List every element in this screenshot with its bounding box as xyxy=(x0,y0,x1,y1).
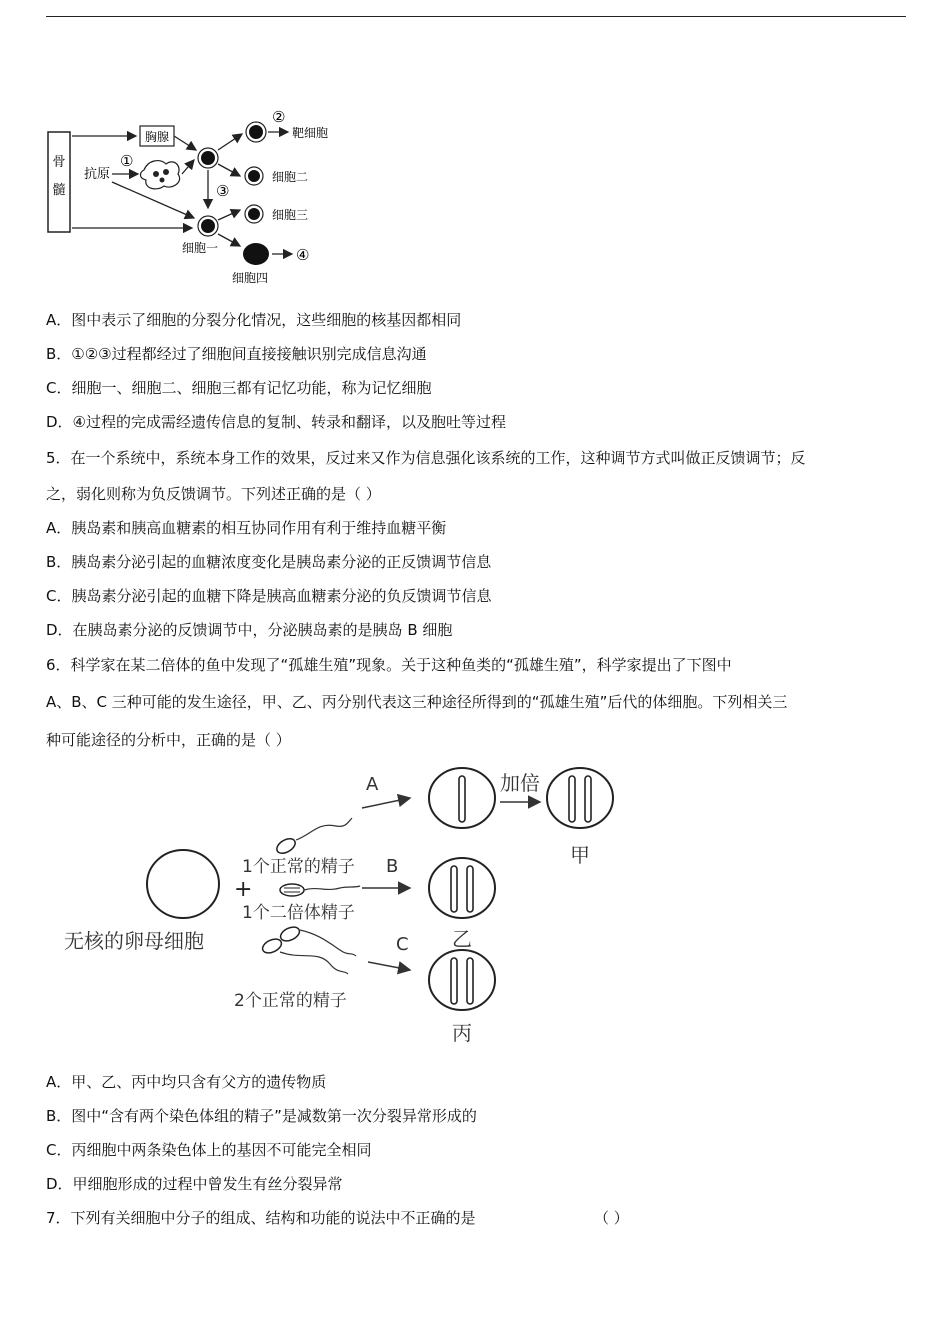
bone-marrow-label-2: 髓 xyxy=(52,183,66,198)
q6-stem-2: A、B、C 三种可能的发生途径，甲、乙、丙分别代表这三种途径所得到的“孤雄生殖”后代的体细胞。下列相关三 xyxy=(46,693,788,711)
antigen-label: 抗原 xyxy=(84,167,111,182)
double-label: 加倍 xyxy=(500,771,540,795)
cell-yi xyxy=(429,858,495,918)
antigen-cell xyxy=(141,161,180,189)
jia-label: 甲 xyxy=(570,843,590,867)
plus-sign: + xyxy=(234,877,253,902)
q6-option-c: C．丙细胞中两条染色体上的基因不可能完全相同 xyxy=(46,1141,372,1159)
q5-option-b: B．胰岛素分泌引起的血糖浓度变化是胰岛素分泌的正反馈调节信息 xyxy=(46,553,492,571)
thymus-label: 胸腺 xyxy=(144,130,170,144)
target-cell-label: 靶细胞 xyxy=(292,126,329,140)
egg-label: 无核的卵母细胞 xyxy=(64,929,204,953)
cell-a xyxy=(429,768,495,828)
q6-option-d: D．甲细胞形成的过程中曾发生有丝分裂异常 xyxy=(46,1175,343,1193)
sperm-normal-2a xyxy=(260,936,283,955)
cell4-label: 细胞四 xyxy=(232,271,269,285)
q5-option-c: C．胰岛素分泌引起的血糖下降是胰高血糖素分泌的负反馈调节信息 xyxy=(46,587,492,605)
q6-option-b: B．图中“含有两个染色体组的精子”是减数第一次分裂异常形成的 xyxy=(46,1107,477,1125)
egg-cell xyxy=(147,850,219,918)
sperm-diploid-label: 1个二倍体精子 xyxy=(242,903,355,923)
step2-label: ② xyxy=(272,108,286,126)
step4-label: ④ xyxy=(296,246,310,264)
path-b-label: B xyxy=(386,856,399,877)
q6-stem-3: 种可能途径的分析中，正确的是（ ） xyxy=(46,731,291,749)
q7-paren: （ ） xyxy=(594,1209,629,1227)
q5-option-d: D．在胰岛素分泌的反馈调节中，分泌胰岛素的是胰岛 B 细胞 xyxy=(46,621,453,639)
cell1-label: 细胞一 xyxy=(182,241,219,255)
yi-label: 乙 xyxy=(452,927,472,951)
bone-marrow-box xyxy=(48,132,70,232)
cell-bing xyxy=(429,950,495,1010)
sperm-normal-2b xyxy=(278,924,301,943)
sperm2-label: 2个正常的精子 xyxy=(234,991,347,1011)
q7-stem: 7．下列有关细胞中分子的组成、结构和功能的说法中不正确的是 xyxy=(46,1209,476,1227)
bone-marrow-label-1: 骨 xyxy=(52,155,66,170)
q4-option-d: D．④过程的完成需经遗传信息的复制、转录和翻译，以及胞吐等过程 xyxy=(46,413,507,431)
sperm-normal-1 xyxy=(274,836,297,856)
q5-option-a: A．胰岛素和胰高血糖素的相互协同作用有利于维持血糖平衡 xyxy=(46,519,447,537)
step3-label: ③ xyxy=(216,182,230,200)
q5-stem-1: 5．在一个系统中，系统本身工作的效果，反过来又作为信息强化该系统的工作，这种调节方式叫做正反馈调节；反 xyxy=(46,449,806,467)
bing-label: 丙 xyxy=(452,1021,472,1045)
path-a-label: A xyxy=(366,774,379,795)
q6-stem-1: 6．科学家在某二倍体的鱼中发现了“孤雄生殖”现象。关于这种鱼类的“孤雄生殖”，科学家提出了下图中 xyxy=(46,656,732,674)
step1-label: ① xyxy=(120,152,134,170)
androgenesis-diagram xyxy=(56,764,636,1050)
header-rule xyxy=(46,16,906,17)
sperm1-label: 1个正常的精子 xyxy=(242,857,355,877)
q6-option-a: A．甲、乙、丙中均只含有父方的遗传物质 xyxy=(46,1073,327,1091)
q4-option-a: A．图中表示了细胞的分裂分化情况，这些细胞的核基因都相同 xyxy=(46,311,462,329)
q4-option-c: C．细胞一、细胞二、细胞三都有记忆功能，称为记忆细胞 xyxy=(46,379,432,397)
cell3-label: 细胞三 xyxy=(272,208,309,222)
path-c-label: C xyxy=(396,934,409,955)
cell2-label: 细胞二 xyxy=(272,170,309,184)
q5-stem-2: 之，弱化则称为负反馈调节。下列述正确的是（ ） xyxy=(46,485,381,503)
cell4-icon xyxy=(243,243,269,265)
sperm-diploid xyxy=(280,884,304,896)
cell-jia xyxy=(547,768,613,828)
q4-option-b: B．①②③过程都经过了细胞间直接接触识别完成信息沟通 xyxy=(46,345,427,363)
immune-diagram xyxy=(44,104,364,294)
